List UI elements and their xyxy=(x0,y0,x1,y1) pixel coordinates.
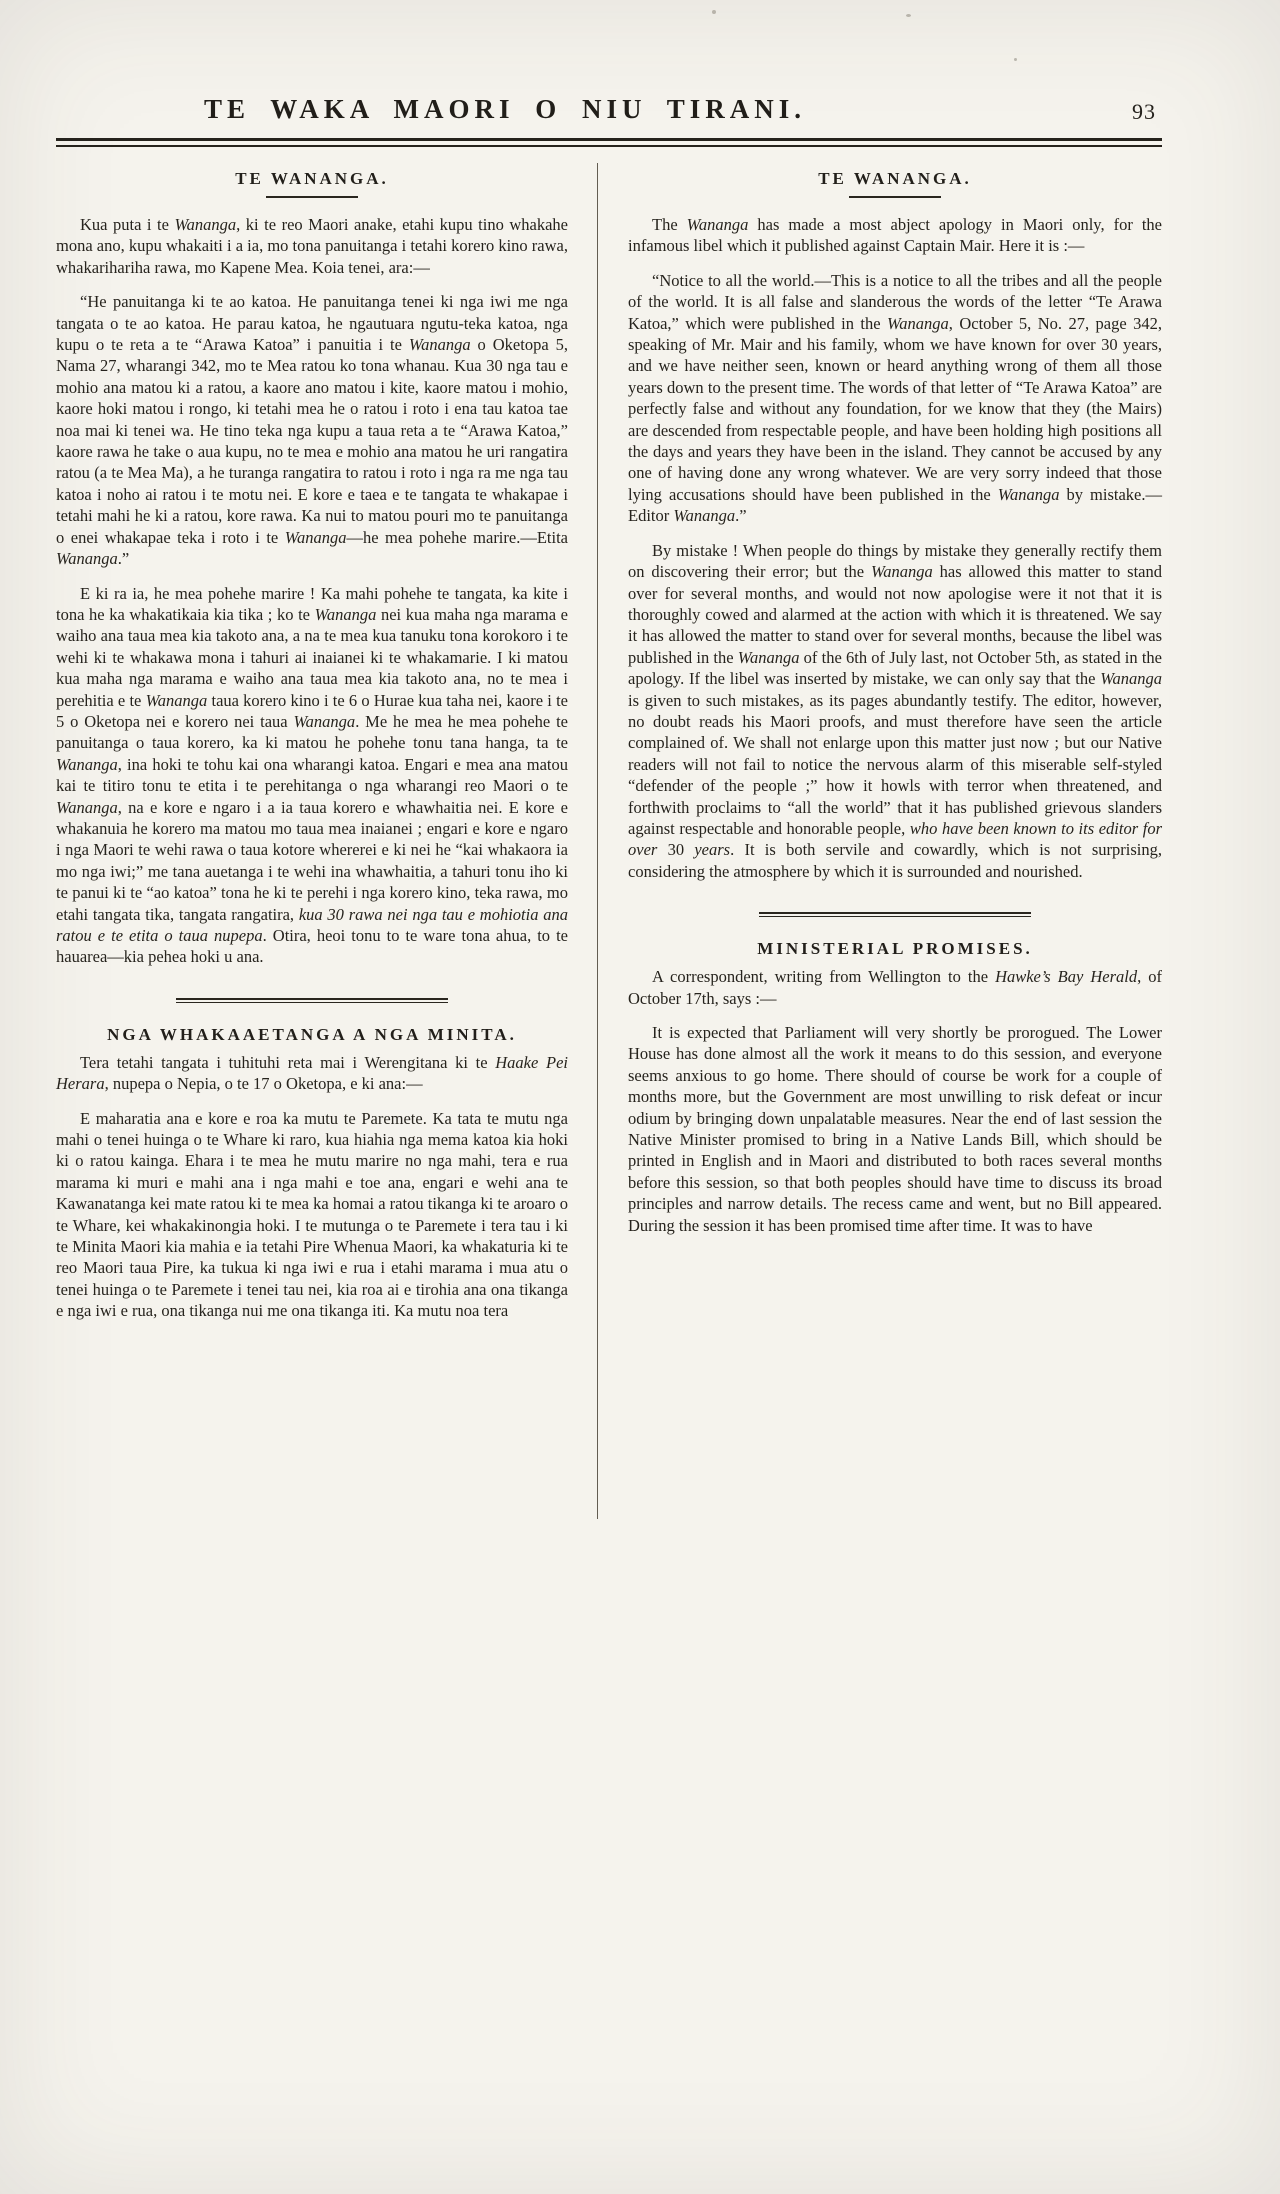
columns-area xyxy=(56,147,1162,1519)
article-heading: MINISTERIAL PROMISES. xyxy=(757,939,1033,959)
italic-text: Wananga xyxy=(56,797,118,817)
italic-text: Wananga xyxy=(145,690,208,710)
italic-text: Wananga xyxy=(284,527,347,547)
italic-text: years xyxy=(694,840,731,860)
section-divider-rule xyxy=(759,912,1031,917)
article-paragraph: “Notice to all the world.—This is a notice to all the tribes and all the people of the world. It is all false and slanderous the words of the letter “Te Arawa Katoa,” which were published in the Wananga, October 5, No. 27, page 342, speaking of Mr. Mair and his family, whom we have known for over 30 years, and we have neither seen, known or heard anything wrong of them all those years down to the present time. The words of that letter of “Te Arawa Katoa” are perfectly false and without any foundation, for we know that they (the Mairs) are descended from respectable people, and have been holding high positions all the days and years they have been in the island. They cannot be accused by any one of having done any wrong whatever. We are very sorry indeed that those lying accusations should have been published in the Wananga by mistake.—Editor Wananga.” xyxy=(628,270,1162,526)
article-paragraph: Kua puta i te Wananga, ki te reo Maori anake, etahi kupu tino whakahe mona ano, kupu whakaiti i a ia, mo tona panuitanga i tetahi korero kino rawa, whakarihariha rawa, mo Kapene Mea. Koia tenei, ara:— xyxy=(56,215,568,277)
newspaper-title: TE WAKA MAORI O NIU TIRANI. xyxy=(203,94,807,124)
italic-text: Wananga xyxy=(673,506,736,526)
right-column xyxy=(628,163,1162,1519)
italic-text: Hawke’s Bay Herald xyxy=(995,967,1138,987)
article-paragraph: E ki ra ia, he mea pohehe marire ! Ka mahi pohehe te tangata, ka kite i tona he ka whakatikaia kia tika ; ko te Wananga nei kua maha nga marama e waiho ana taua mea kia takoto ana, a na te mea kua tanuku tona korokoro i te wehi ki te whakawa mona i tahuri ai inaianei ki te whakamarie. I ki matou kua maha nga marama e waiho ana taua mea kia takoto ana, no te mea i perehitia e te Wananga taua korero kino i te 6 o Hurae kua taha nei, kaore i te 5 o Oketopa nei e korero nei taua Wananga. Me he mea he mea pohehe te panuitanga o taua korero, ka ki matou he pohehe tonu tana hanga, ta te Wananga, ina hoki te tohu kai ona wharangi katoa. Engari e mea ana matou kai te titiro tonu te etita i te perehitanga o nga wharangi reo Maori o te Wananga, na e kore e ngaro i a ia taua korero e whawhaitia nei. E kore e whakanuia he korero ma matou mo taua mea inaianei ; engari e kore e ngaro i nga Maori te wehi rawa o taua kotore whererei e ki nei he “kai whakaora ia mo nga iwi;” me tana auetanga i te wehi ina whawhaitia, a tahuri tonu iho ki te panui ki te “ao katoa” tona he ki te perehi i nga korero kino, teka rawa, mo etahi tangata tika, tangata rangatira, kua 30 rawa nei nga tau e mohiotia ana ratou e te etita o taua nupepa. Otira, heoi tonu to te ware tona ahua, to te hauarea—kia pehea hoki u ana. xyxy=(56,583,569,967)
heading-underline-rule xyxy=(266,196,358,198)
article-paragraph: E maharatia ana e kore e roa ka mutu te Paremete. Ka tata te mutu nga mahi o tenei huinga o te Whare ki raro, kua hiahia nga mema katoa kia hoki ki o ratou kainga. Ehara i te mea he mutu marire no nga mahi, tera e rua marama ki muri e mahi ana i nga mahi e toe ana, engari e wehi ana te Kawanatanga kei mate ratou ki te mea ka homai a ratou tikanga ki te aroaro o te Whare, kei whakakinongia hoki. I te mutunga o te Paremete i tera tau i ki te Minita Maori kia mahia e ia tetahi Pire Whenua Maori, ka whakaturia ki te reo Maori taua Pire, ka tukua ki nga iwi e rua i etahi marama i mua atu o tenei huinga o te Paremete i tenei tau nei, kia roa ai e tirohia ana ona tikanga e nga iwi e rua, ona tikanga nui me ona tikanga iti. Ka mutu noa tera xyxy=(56,1108,568,1321)
article xyxy=(56,169,568,968)
italic-text: Wananga xyxy=(174,215,237,234)
heading-underline-rule xyxy=(849,196,941,198)
italic-text: Wananga xyxy=(1100,669,1162,689)
masthead-double-rule xyxy=(56,138,1162,147)
italic-text: Wananga xyxy=(737,647,800,667)
masthead xyxy=(56,94,1162,136)
section-divider-rule xyxy=(176,998,448,1003)
italic-text: Haake Pei Herara xyxy=(56,1052,568,1094)
column-divider-rule xyxy=(597,163,598,1519)
italic-text: Wananga xyxy=(997,484,1060,504)
article-paragraph: Tera tetahi tangata i tuhituhi reta mai i Werengitana ki te Haake Pei Herara, nupepa o Nepia, o te 17 o Oketopa, e ki ana:— xyxy=(56,1052,568,1094)
italic-text: Wananga xyxy=(314,604,377,624)
italic-text: Wananga xyxy=(686,215,749,234)
newspaper-page xyxy=(56,0,1162,1519)
article-heading: TE WANANGA. xyxy=(818,169,972,188)
article xyxy=(628,912,1162,1236)
page-number: 93 xyxy=(1132,99,1156,124)
article-paragraph: A correspondent, writing from Wellington to the Hawke’s Bay Herald, of October 17th, says :— xyxy=(628,967,1162,1008)
italic-text: Wananga xyxy=(887,313,949,333)
article-paragraph: By mistake ! When people do things by mistake they generally rectify them on discovering their error; but the Wananga has allowed this matter to stand over for several months, and would not now apologise were it not that it is thoroughly cowed and alarmed at the action with which it is threatened. We say it has allowed the matter to stand over for several months, because the libel was published in the Wananga of the 6th of July last, not October 5th, as stated in the apology. If the libel was inserted by mistake, we can only say that the Wananga is given to such mistakes, as its pages abundantly testify. The editor, however, no doubt reads his Maori proofs, and must therefore have seen the article complained of. We shall not enlarge upon this matter just now ; but our Native readers will not fail to notice the nervous alarm of this miserable self-styled “defender of the people ;” how it howls with terror when threatened, and forthwith proclaims to “all the world” that it has published grievous slanders against respectable and honorable people, who have been known to its editor for over 30 years. It is both servile and cowardly, which is not surprising, considering the atmosphere by which it is surrounded and nourished. xyxy=(628,540,1162,881)
italic-text: who have been known to its editor for over xyxy=(628,818,1162,860)
article-heading: TE WANANGA. xyxy=(235,169,389,188)
italic-text: Wananga xyxy=(871,562,933,582)
italic-text: Wananga xyxy=(408,335,471,355)
italic-text: kua 30 rawa nei nga tau e mohiotia ana ratou e te etita o taua nupepa xyxy=(56,904,568,945)
article-paragraph: The Wananga has made a most abject apology in Maori only, for the infamous libel which it published against Captain Mair. Here it is :— xyxy=(628,215,1162,256)
article-paragraph: “He panuitanga ki te ao katoa. He panuitanga tenei ki nga iwi me nga tangata o te ao katoa. He parau katoa, he ngautuara ngutu-teka katoa, nga kupu o te reta a te “Arawa Katoa” i panuitia i te Wananga o Oketopa 5, Nama 27, wharangi 342, mo te Mea ratou ko tona whanau. Kua 30 nga tau e mohio ana matou ki a ratou, a kaore ano matou i kite, kaore matou i mohio, kaore hoki matou i rongo, ki tetahi mea he o ratou i roto i ena tau katoa tae noa mai ki tenei wa. He tino teka nga kupu a taua reta a te “Arawa Katoa,” kaore rawa he take o aua kupu, no te mea e mohio ana matou he uri rangatira ratou (a te Mea Ma), a he turanga rangatira to ratou i roto i nga ra me nga tau katoa i noho ai ratou i te motu nei. E kore e taea e te tangata te whakapae i tetahi mahi he ki a ratou, kore rawa. Ka nui to matou pouri mo te panuitanga o enei whakapae teka i roto i te Wananga—he mea pohehe marire.—Etita Wananga.” xyxy=(56,292,568,569)
article xyxy=(628,169,1162,882)
article-heading: NGA WHAKAAETANGA A NGA MINITA. xyxy=(107,1024,517,1044)
italic-text: Wananga xyxy=(56,754,118,774)
article xyxy=(56,998,568,1322)
italic-text: Wananga xyxy=(293,711,356,731)
italic-text: Wananga xyxy=(56,549,118,569)
left-column xyxy=(56,163,568,1519)
article-paragraph: It is expected that Parliament will very shortly be prorogued. The Lower House has done almost all the work it means to do this session, and everyone seems anxious to go home. There should of course be work for a couple of months more, but the Government are most unwilling to risk defeat or incur odium by bringing down unpalatable measures. Near the end of last session the Native Minister promised to bring in a Native Lands Bill, which should be printed in English and in Maori and distributed to both races several months before this session, so that both peoples should have time to discuss its broad principles and narrow details. The recess came and went, but no Bill appeared. During the session it has been promised time after time. It was to have xyxy=(628,1023,1162,1235)
